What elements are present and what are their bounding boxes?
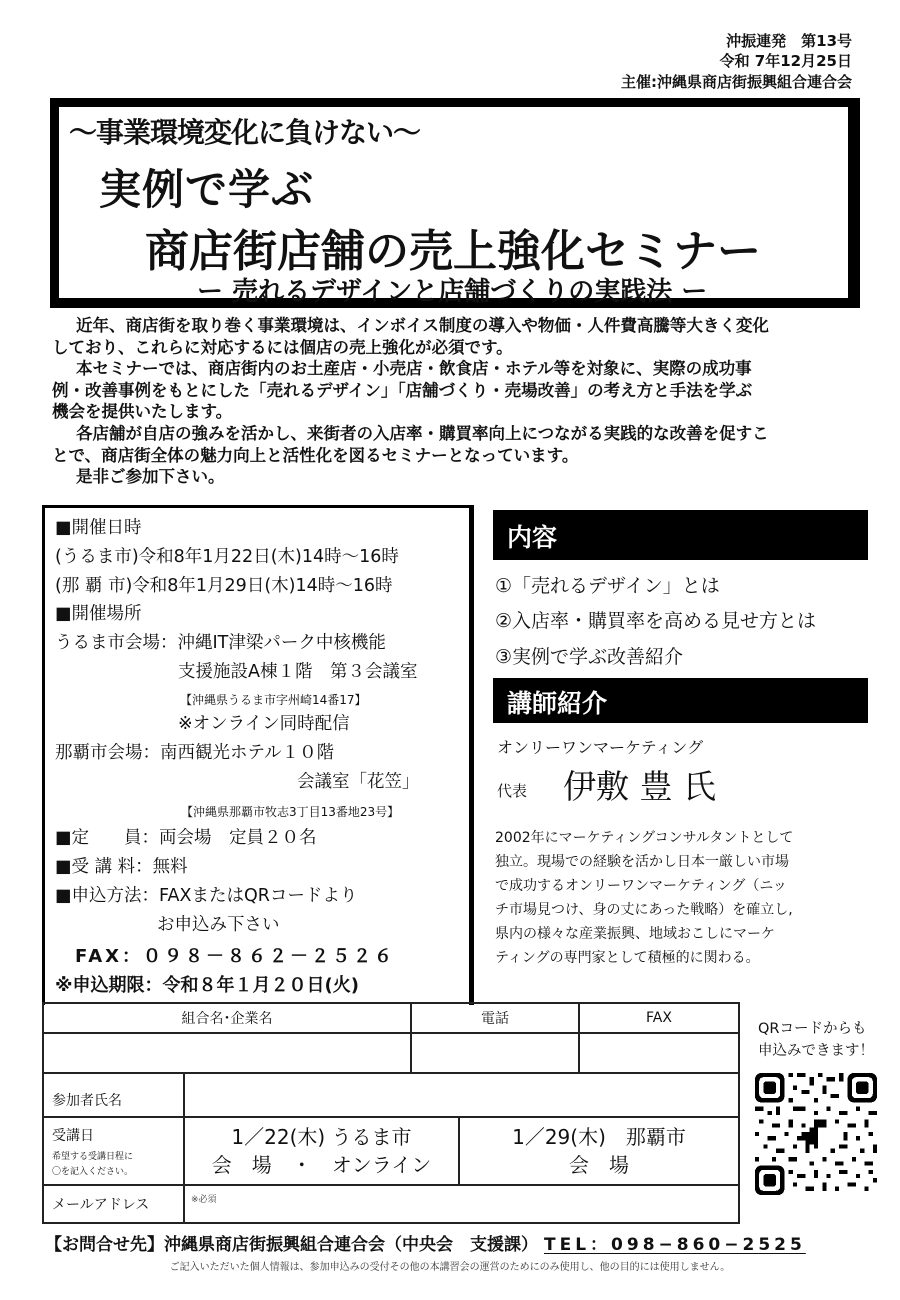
email-input[interactable] <box>184 1185 739 1223</box>
bio-line: 県内の様々な産業振興、地域おこしにマーケ <box>495 926 775 942</box>
apply-method: ■申込方法：FAXまたはQRコードより <box>55 886 358 906</box>
uruma-venue-room: 支援施設A棟１階 第３会議室 <box>178 662 418 682</box>
intro-line: 近年、商店街を取り巻く事業環境は、インボイス制度の導入や物価・人件費高騰等大きく変化 <box>76 316 769 335</box>
bio-line: 独立。現場での経験を活かし日本一厳しい市場 <box>495 854 789 870</box>
content-item: ③実例で学ぶ改善紹介 <box>495 646 684 668</box>
option-uruma-date: 1／22(木) うるま市 <box>231 1125 412 1149</box>
intro-line: しており、これらに対応するには個店の売上強化が必須です。 <box>52 337 513 357</box>
content-item: ②入店率・購買率を高める見せ方とは <box>495 610 817 632</box>
lecturer-heading: 講師紹介 <box>493 678 868 723</box>
intro-line: 機会を提供いたします。 <box>52 402 233 422</box>
date-note: 希望する受講日程に <box>52 1152 134 1162</box>
bio-line: チ市場見つけ、身の丈にあった戦略）を確立し, <box>495 902 793 918</box>
intro-line: 本セミナーでは、商店街内のお土産店・小売店・飲食店・ホテル等を対象に、実際の成功事 <box>76 359 752 379</box>
date-naha: (那 覇 市)令和8年1月29日(木)14時〜16時 <box>55 576 393 596</box>
document-number: 沖振連発 第13号 <box>726 32 852 50</box>
content-item: ①「売れるデザイン」とは <box>495 575 720 597</box>
option-naha-date: 1／29(木) 那覇市 <box>512 1125 686 1149</box>
uruma-venue: うるま市会場：沖縄IT津梁パーク中核機能 <box>55 633 386 653</box>
option-naha-venue: 会 場 <box>569 1153 629 1177</box>
bio-line: ティングの専門家として積極的に関わる。 <box>495 950 760 966</box>
venue-heading: ■開催場所 <box>55 604 142 624</box>
title-box <box>50 98 860 308</box>
participant-label: 参加者氏名 <box>43 1073 184 1117</box>
email-required-note: ※必須 <box>191 1195 217 1205</box>
email-label: メールアドレス <box>43 1185 184 1223</box>
title-main-line2: 商店街店舗の売上強化セミナー <box>145 226 761 277</box>
fax-number: FAX：０９８－８６２－２５２６ <box>75 946 396 967</box>
title-main-line1: 実例で学ぶ <box>99 165 315 214</box>
date-uruma: (うるま市)令和8年1月22日(木)14時〜16時 <box>55 547 399 567</box>
privacy-notice: ご記入いただいた個人情報は、参加申込みの受付その他の本講習会の運営のためにのみ使用し、他の目的には使用しません。 <box>169 1262 731 1273</box>
capacity: ■定 員：両会場 定員２０名 <box>55 828 317 848</box>
naha-address: 【沖縄県那覇市牧志3丁目13番地23号】 <box>181 805 400 819</box>
lecturer-bio <box>495 826 875 970</box>
application-form <box>42 1002 740 1224</box>
fax-input[interactable] <box>579 1033 739 1073</box>
option-naha[interactable] <box>459 1117 739 1185</box>
phone-header: 電話 <box>411 1003 579 1033</box>
qr-caption <box>758 1018 874 1062</box>
title-tagline: ー 売れるデザインと店舗づくりの実践法 ー <box>197 277 708 307</box>
title-subtitle: 〜事業環境変化に負けない〜 <box>69 116 421 149</box>
organizer: 主催:沖縄県商店街振興組合連合会 <box>620 73 852 91</box>
intro-line: 是非ご参加下さい。 <box>76 467 225 487</box>
bio-line: 2002年にマーケティングコンサルタントとして <box>495 830 794 846</box>
datetime-heading: ■開催日時 <box>55 518 142 538</box>
contact-label: 【お問合せ先】沖縄県商店街振興組合連合会（中央会 支援課） <box>45 1235 538 1255</box>
fee: ■受 講 料：無料 <box>55 857 188 877</box>
option-uruma-venue: 会 場 ・ オンライン <box>211 1153 432 1177</box>
issue-date: 令和 7年12月25日 <box>719 52 852 70</box>
company-header: 組合名･企業名 <box>43 1003 411 1033</box>
naha-venue-room: 会議室「花笠」 <box>297 772 420 792</box>
intro-text <box>52 315 856 488</box>
qr-caption-line: QRコードからも <box>758 1021 867 1037</box>
date-label-cell <box>43 1117 184 1185</box>
company-input[interactable] <box>43 1033 411 1073</box>
contact-phone[interactable]: TEL：098−860−2525 <box>544 1235 806 1255</box>
lecturer-title: 代表 <box>497 782 528 800</box>
lecturer-company: オンリーワンマーケティング <box>497 738 704 757</box>
event-info-box <box>42 505 474 1005</box>
fax-header: FAX <box>579 1003 739 1033</box>
contact-info <box>45 1230 806 1255</box>
uruma-address: 【沖縄県うるま市字州崎14番17】 <box>180 693 367 707</box>
apply-method-cont: お申込み下さい <box>157 915 280 935</box>
bio-line: で成功するオンリーワンマーケティング（ニッ <box>495 878 787 894</box>
phone-input[interactable] <box>411 1033 579 1073</box>
date-label: 受講日 <box>52 1128 94 1144</box>
qr-code-icon[interactable] <box>755 1073 877 1195</box>
intro-line: 例・改善事例をもとにした「売れるデザイン」「店舗づくり・売場改善」の考え方と手法を学ぶ <box>52 380 753 400</box>
participant-input[interactable] <box>184 1073 739 1117</box>
intro-line: とで、商店街全体の魅力向上と活性化を図るセミナーとなっています。 <box>52 445 579 465</box>
naha-venue: 那覇市会場：南西観光ホテル１０階 <box>55 743 335 763</box>
content-heading: 内容 <box>493 510 868 560</box>
intro-line: 各店舗が自店の強みを活かし、来街者の入店率・購買率向上につながる実践的な改善を促すこ <box>76 423 769 443</box>
lecturer-name: 伊敷 豊 氏 <box>563 767 716 806</box>
uruma-online: ※オンライン同時配信 <box>178 714 350 734</box>
qr-caption-line: 申込みできます！ <box>758 1043 874 1059</box>
deadline: ※申込期限：令和８年１月２０日(火) <box>55 975 359 996</box>
date-note: 〇を記入ください。 <box>52 1167 134 1177</box>
option-uruma[interactable] <box>184 1117 459 1185</box>
